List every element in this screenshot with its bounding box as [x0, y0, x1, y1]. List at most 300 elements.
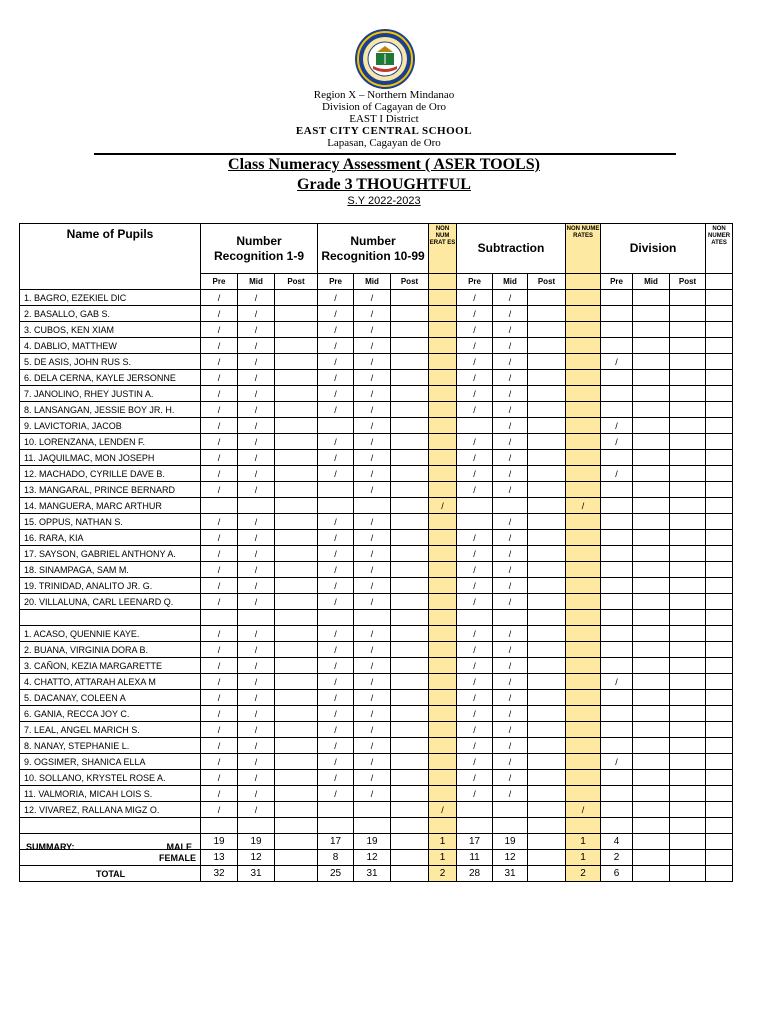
score-cell: [528, 690, 566, 706]
score-cell: [566, 354, 601, 370]
summary-value: 31: [238, 866, 275, 882]
score-cell: /: [238, 786, 275, 802]
score-cell: /: [201, 514, 238, 530]
score-cell: [275, 530, 318, 546]
summary-value: 12: [493, 850, 528, 866]
score-cell: /: [457, 290, 493, 306]
score-cell: /: [457, 706, 493, 722]
score-cell: /: [601, 754, 633, 770]
score-cell: [670, 658, 706, 674]
score-cell: [566, 786, 601, 802]
empty-cell: [566, 610, 601, 626]
score-cell: /: [354, 546, 391, 562]
score-cell: [706, 290, 733, 306]
score-cell: /: [201, 770, 238, 786]
pupil-name: 7. JANOLINO, RHEY JUSTIN A.: [20, 386, 201, 402]
score-cell: [275, 754, 318, 770]
score-cell: [670, 770, 706, 786]
score-cell: /: [493, 354, 528, 370]
empty-cell: [275, 610, 318, 626]
score-cell: /: [354, 290, 391, 306]
score-cell: /: [457, 370, 493, 386]
col-nonnum3-header: NON NUMER ATES: [706, 224, 733, 274]
score-cell: /: [201, 626, 238, 642]
score-cell: /: [354, 658, 391, 674]
score-cell: /: [238, 370, 275, 386]
score-cell: [670, 690, 706, 706]
score-cell: [528, 626, 566, 642]
pupil-name: 3. CAÑON, KEZIA MARGARETTE: [20, 658, 201, 674]
score-cell: [566, 578, 601, 594]
score-cell: [391, 402, 429, 418]
score-cell: [528, 370, 566, 386]
score-cell: /: [457, 306, 493, 322]
score-cell: [566, 626, 601, 642]
score-cell: [670, 546, 706, 562]
score-cell: [566, 530, 601, 546]
score-cell: [391, 674, 429, 690]
pupil-name: 5. DACANAY, COLEEN A: [20, 690, 201, 706]
score-cell: [493, 802, 528, 818]
score-cell: /: [457, 434, 493, 450]
score-cell: [528, 482, 566, 498]
score-cell: /: [238, 338, 275, 354]
score-cell: [429, 322, 457, 338]
score-cell: [429, 690, 457, 706]
score-cell: [670, 706, 706, 722]
score-cell: /: [318, 562, 354, 578]
score-cell: [318, 802, 354, 818]
empty-cell: [238, 610, 275, 626]
score-cell: [706, 418, 733, 434]
empty-cell: [391, 818, 429, 834]
score-cell: [566, 594, 601, 610]
score-cell: [528, 674, 566, 690]
score-cell: [601, 562, 633, 578]
score-cell: /: [354, 562, 391, 578]
mid-header: Mid: [493, 274, 528, 290]
score-cell: [566, 722, 601, 738]
score-cell: [275, 546, 318, 562]
pupil-name: 3. CUBOS, KEN XIAM: [20, 322, 201, 338]
score-cell: [601, 578, 633, 594]
score-cell: [601, 722, 633, 738]
score-cell: [670, 386, 706, 402]
score-cell: /: [493, 466, 528, 482]
empty-cell: [493, 818, 528, 834]
score-cell: [601, 786, 633, 802]
score-cell: /: [457, 530, 493, 546]
col-number1-header: Number Recognition 1-9: [201, 224, 318, 274]
score-cell: [670, 498, 706, 514]
score-cell: [429, 594, 457, 610]
pupil-name: 18. SINAMPAGA, SAM M.: [20, 562, 201, 578]
empty-cell: [238, 818, 275, 834]
score-cell: /: [354, 450, 391, 466]
score-cell: /: [201, 754, 238, 770]
score-cell: [566, 290, 601, 306]
score-cell: /: [201, 306, 238, 322]
table-row: [20, 530, 733, 546]
score-cell: [633, 450, 670, 466]
score-cell: /: [493, 338, 528, 354]
post-header: Post: [528, 274, 566, 290]
empty-cell: [354, 610, 391, 626]
score-cell: /: [601, 674, 633, 690]
score-cell: [528, 706, 566, 722]
empty-cell: [457, 818, 493, 834]
school-year: S.Y 2022-2023: [347, 195, 421, 207]
summary-value: 2: [566, 866, 601, 882]
score-cell: [275, 786, 318, 802]
score-cell: /: [318, 466, 354, 482]
table-row: [20, 546, 733, 562]
score-cell: [275, 482, 318, 498]
table-row: [20, 354, 733, 370]
score-cell: [670, 594, 706, 610]
score-cell: /: [354, 386, 391, 402]
score-cell: [275, 514, 318, 530]
score-cell: [201, 498, 238, 514]
pupil-name: 9. LAVICTORIA, JACOB: [20, 418, 201, 434]
score-cell: /: [318, 690, 354, 706]
summary-value: 4: [601, 834, 633, 850]
score-cell: [275, 690, 318, 706]
score-cell: [566, 450, 601, 466]
score-cell: [457, 498, 493, 514]
score-cell: /: [238, 306, 275, 322]
score-cell: [429, 626, 457, 642]
score-cell: /: [201, 738, 238, 754]
score-cell: [706, 562, 733, 578]
col-number2-header: Number Recognition 10-99: [318, 224, 429, 274]
summary-value: 12: [238, 850, 275, 866]
score-cell: [706, 514, 733, 530]
score-cell: /: [238, 802, 275, 818]
score-cell: [566, 562, 601, 578]
empty-cell: [354, 818, 391, 834]
summary-value: 1: [429, 850, 457, 866]
score-cell: [457, 802, 493, 818]
score-cell: /: [238, 546, 275, 562]
table-row: [20, 674, 733, 690]
score-cell: [566, 482, 601, 498]
score-cell: [706, 498, 733, 514]
summary-value: 28: [457, 866, 493, 882]
score-cell: /: [601, 418, 633, 434]
score-cell: [706, 674, 733, 690]
score-cell: /: [201, 642, 238, 658]
score-cell: [706, 322, 733, 338]
score-cell: [528, 754, 566, 770]
score-cell: [706, 578, 733, 594]
summary-label: SUMMARY:: [26, 841, 75, 850]
score-cell: [354, 802, 391, 818]
score-cell: [354, 498, 391, 514]
score-cell: [633, 546, 670, 562]
score-cell: /: [354, 466, 391, 482]
score-cell: [429, 754, 457, 770]
score-cell: [601, 306, 633, 322]
score-cell: [391, 690, 429, 706]
score-cell: /: [457, 786, 493, 802]
score-cell: [601, 706, 633, 722]
score-cell: [528, 738, 566, 754]
summary-value: 19: [238, 834, 275, 850]
score-cell: [391, 562, 429, 578]
score-cell: [706, 754, 733, 770]
score-cell: [391, 386, 429, 402]
school-name: EAST CITY CENTRAL SCHOOL: [295, 125, 473, 137]
score-cell: [429, 434, 457, 450]
score-cell: /: [238, 418, 275, 434]
score-cell: [429, 786, 457, 802]
score-cell: [566, 690, 601, 706]
score-cell: [528, 498, 566, 514]
score-cell: [318, 418, 354, 434]
empty-cell: [457, 610, 493, 626]
score-cell: [633, 306, 670, 322]
score-cell: [528, 578, 566, 594]
empty-cell: [201, 610, 238, 626]
score-cell: [670, 738, 706, 754]
score-cell: /: [493, 690, 528, 706]
score-cell: [601, 370, 633, 386]
score-cell: /: [601, 354, 633, 370]
score-cell: /: [318, 642, 354, 658]
table-row: [20, 562, 733, 578]
score-cell: [706, 658, 733, 674]
score-cell: [391, 738, 429, 754]
score-cell: [633, 674, 670, 690]
summary-value: 17: [457, 834, 493, 850]
score-cell: [670, 562, 706, 578]
score-cell: /: [354, 402, 391, 418]
summary-value: [706, 866, 733, 882]
score-cell: /: [493, 754, 528, 770]
score-cell: /: [318, 546, 354, 562]
pupil-name: 2. BUANA, VIRGINIA DORA B.: [20, 642, 201, 658]
score-cell: /: [354, 770, 391, 786]
score-cell: [528, 338, 566, 354]
score-cell: [391, 546, 429, 562]
score-cell: /: [201, 594, 238, 610]
score-cell: [670, 338, 706, 354]
pupil-name: 8. NANAY, STEPHANIE L.: [20, 738, 201, 754]
score-cell: /: [318, 306, 354, 322]
score-cell: [429, 674, 457, 690]
score-cell: /: [238, 754, 275, 770]
score-cell: [429, 306, 457, 322]
empty-cell: [201, 818, 238, 834]
score-cell: /: [493, 546, 528, 562]
score-cell: /: [354, 754, 391, 770]
score-cell: [429, 546, 457, 562]
score-cell: [457, 514, 493, 530]
score-cell: /: [238, 690, 275, 706]
score-cell: /: [493, 706, 528, 722]
score-cell: [706, 642, 733, 658]
score-cell: [633, 514, 670, 530]
empty-cell: [528, 610, 566, 626]
division-line: Division of Cagayan de Oro: [321, 101, 447, 113]
score-cell: [566, 546, 601, 562]
score-cell: /: [354, 370, 391, 386]
score-cell: /: [457, 338, 493, 354]
col-division-header: Division: [601, 224, 706, 274]
score-cell: [670, 370, 706, 386]
pupil-name: 6. GANIA, RECCA JOY C.: [20, 706, 201, 722]
score-cell: /: [493, 418, 528, 434]
score-cell: [528, 642, 566, 658]
score-cell: [275, 562, 318, 578]
score-cell: [429, 466, 457, 482]
score-cell: [528, 418, 566, 434]
score-cell: [275, 722, 318, 738]
score-cell: /: [318, 354, 354, 370]
score-cell: [275, 466, 318, 482]
table-row: [20, 578, 733, 594]
score-cell: /: [354, 482, 391, 498]
pupil-name: 10. SOLLANO, KRYSTEL ROSE A.: [20, 770, 201, 786]
score-cell: /: [493, 482, 528, 498]
score-cell: /: [493, 402, 528, 418]
summary-value: 25: [318, 866, 354, 882]
score-cell: /: [318, 322, 354, 338]
score-cell: /: [354, 626, 391, 642]
score-cell: [275, 802, 318, 818]
score-cell: [275, 450, 318, 466]
score-cell: [633, 594, 670, 610]
score-cell: [601, 738, 633, 754]
score-cell: [429, 530, 457, 546]
score-cell: [566, 754, 601, 770]
pupil-name: 5. DE ASIS, JOHN RUS S.: [20, 354, 201, 370]
table-row: [20, 418, 733, 434]
empty-cell: [275, 818, 318, 834]
pupil-name: 16. RARA, KIA: [20, 530, 201, 546]
score-cell: /: [238, 738, 275, 754]
score-cell: [601, 498, 633, 514]
score-cell: /: [238, 514, 275, 530]
score-cell: [528, 546, 566, 562]
score-cell: [633, 706, 670, 722]
score-cell: [429, 514, 457, 530]
empty-cell: [391, 610, 429, 626]
score-cell: /: [457, 770, 493, 786]
score-cell: [528, 290, 566, 306]
score-cell: [429, 642, 457, 658]
score-cell: /: [354, 722, 391, 738]
empty-cell: [706, 610, 733, 626]
score-cell: /: [493, 322, 528, 338]
pupil-name: 10. LORENZANA, LENDEN F.: [20, 434, 201, 450]
score-cell: [275, 386, 318, 402]
pupil-name: 8. LANSANGAN, JESSIE BOY JR. H.: [20, 402, 201, 418]
score-cell: [706, 594, 733, 610]
empty-cell: [20, 818, 201, 834]
score-cell: [528, 466, 566, 482]
score-cell: [275, 306, 318, 322]
score-cell: /: [493, 562, 528, 578]
score-cell: /: [318, 754, 354, 770]
score-cell: /: [201, 722, 238, 738]
score-cell: [566, 674, 601, 690]
score-cell: [275, 674, 318, 690]
score-cell: /: [318, 738, 354, 754]
score-cell: /: [318, 434, 354, 450]
summary-label-cell: [20, 834, 201, 850]
score-cell: [633, 738, 670, 754]
score-cell: [391, 306, 429, 322]
pupil-name: 7. LEAL, ANGEL MARICH S.: [20, 722, 201, 738]
col-nonnum2-header: NON NUME RATES: [566, 224, 601, 274]
nonnum-cell: [566, 274, 601, 290]
score-cell: /: [457, 626, 493, 642]
table-row: [20, 754, 733, 770]
score-cell: /: [201, 786, 238, 802]
score-cell: /: [354, 514, 391, 530]
score-cell: [670, 674, 706, 690]
total-label: TOTAL: [96, 868, 126, 879]
score-cell: [670, 642, 706, 658]
score-cell: [391, 594, 429, 610]
score-cell: [275, 594, 318, 610]
score-cell: /: [238, 642, 275, 658]
score-cell: /: [354, 690, 391, 706]
spacer-row: [20, 610, 733, 626]
score-cell: [429, 338, 457, 354]
score-cell: [566, 514, 601, 530]
score-cell: [391, 786, 429, 802]
score-cell: [528, 530, 566, 546]
score-cell: [601, 690, 633, 706]
score-cell: /: [201, 418, 238, 434]
score-cell: /: [457, 402, 493, 418]
score-cell: /: [566, 802, 601, 818]
score-cell: /: [201, 322, 238, 338]
summary-value: 19: [201, 834, 238, 850]
score-cell: [391, 354, 429, 370]
score-cell: /: [601, 466, 633, 482]
table-row: [20, 466, 733, 482]
score-cell: [633, 626, 670, 642]
pupil-name: 4. DABLIO, MATTHEW: [20, 338, 201, 354]
empty-cell: [429, 818, 457, 834]
table-row: [20, 386, 733, 402]
score-cell: [528, 514, 566, 530]
score-cell: /: [457, 722, 493, 738]
score-cell: [391, 770, 429, 786]
score-cell: [391, 434, 429, 450]
mid-header: Mid: [238, 274, 275, 290]
score-cell: /: [201, 706, 238, 722]
score-cell: [706, 786, 733, 802]
score-cell: /: [457, 642, 493, 658]
score-cell: /: [457, 578, 493, 594]
score-cell: [391, 450, 429, 466]
score-cell: /: [318, 658, 354, 674]
score-cell: [633, 562, 670, 578]
score-cell: [601, 386, 633, 402]
score-cell: [670, 802, 706, 818]
table-row: [20, 594, 733, 610]
school-address: Lapasan, Cagayan de Oro: [327, 137, 441, 149]
score-cell: /: [201, 386, 238, 402]
score-cell: [275, 706, 318, 722]
score-cell: /: [457, 546, 493, 562]
score-cell: [706, 354, 733, 370]
